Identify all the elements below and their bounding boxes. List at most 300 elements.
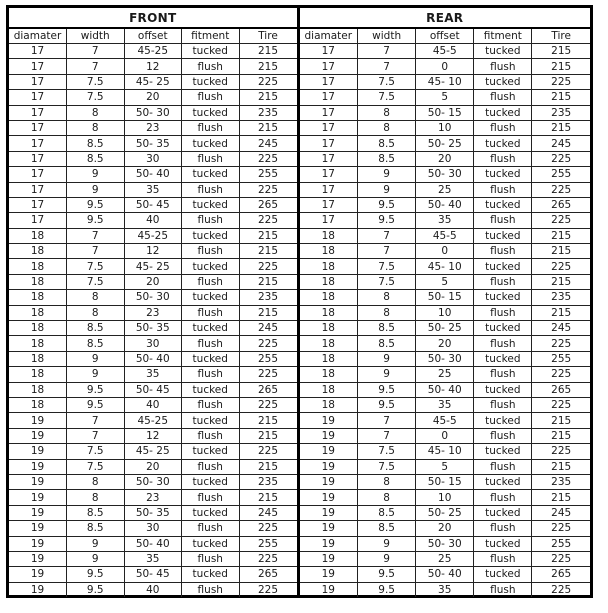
front-table-row [9,428,297,443]
rear-table-row [300,151,591,166]
width-cell: 9.5 [358,382,416,397]
diameter-cell: 18 [9,351,67,366]
rear-table-row [300,213,591,228]
fitment-cell: flush [182,551,240,566]
width-cell: 8 [67,290,125,305]
front-table-row [9,274,297,289]
width-cell: 8 [358,490,416,505]
offset-cell: 50- 40 [124,167,182,182]
rear-table-row [300,90,591,105]
front-table-row [9,351,297,366]
fitment-cell: tucked [182,290,240,305]
width-cell: 9 [67,182,125,197]
diameter-cell: 18 [9,228,67,243]
width-cell: 8.5 [67,136,125,151]
fitment-cell: tucked [182,567,240,582]
fitment-cell: flush [474,397,532,412]
front-table-row [9,413,297,428]
offset-cell: 30 [124,521,182,536]
offset-cell: 45-25 [124,413,182,428]
width-cell: 9.5 [67,382,125,397]
diameter-cell: 19 [9,474,67,489]
offset-cell: 45- 25 [124,444,182,459]
tire-cell: 245 [532,136,590,151]
tire-cell: 265 [239,382,297,397]
tire-cell: 215 [532,413,590,428]
diameter-cell: 17 [300,197,358,212]
width-cell: 9.5 [358,213,416,228]
offset-cell: 5 [416,274,474,289]
diameter-cell: 18 [9,244,67,259]
width-cell: 9 [67,351,125,366]
diameter-cell: 19 [9,413,67,428]
width-cell: 9.5 [67,213,125,228]
offset-cell: 0 [416,59,474,74]
rear-table-row [300,444,591,459]
front-table-row [9,290,297,305]
diameter-cell: 18 [300,397,358,412]
fitment-cell: flush [474,428,532,443]
front-table-row [9,336,297,351]
front-table-row [9,444,297,459]
offset-cell: 45- 10 [416,74,474,89]
width-cell: 9 [358,167,416,182]
offset-cell: 50- 40 [416,567,474,582]
front-table-row [9,397,297,412]
offset-cell: 50- 35 [124,321,182,336]
fitment-cell: flush [182,120,240,135]
width-cell: 8.5 [358,321,416,336]
tire-cell: 255 [532,351,590,366]
fitment-cell: tucked [474,167,532,182]
front-table-row [9,120,297,135]
tire-cell: 255 [239,167,297,182]
fitment-cell: flush [182,90,240,105]
offset-cell: 50- 35 [124,505,182,520]
rear-table-row [300,321,591,336]
width-cell: 8.5 [358,521,416,536]
diameter-cell: 19 [9,490,67,505]
tire-cell: 215 [532,459,590,474]
rear-table-row [300,59,591,74]
tire-cell: 265 [532,567,590,582]
offset-cell: 50- 30 [416,351,474,366]
offset-cell: 10 [416,120,474,135]
tire-cell: 255 [532,167,590,182]
width-cell: 8.5 [358,151,416,166]
tire-cell: 235 [239,105,297,120]
diameter-cell: 19 [9,459,67,474]
tire-cell: 225 [239,151,297,166]
width-cell: 9 [358,367,416,382]
width-cell: 7 [358,228,416,243]
tire-cell: 235 [532,105,590,120]
tire-cell: 225 [239,367,297,382]
fitment-cell: flush [474,336,532,351]
tire-cell: 215 [532,120,590,135]
diameter-cell: 19 [300,459,358,474]
offset-cell: 40 [124,397,182,412]
tire-cell: 215 [239,490,297,505]
fitment-cell: tucked [474,74,532,89]
tire-cell: 225 [532,367,590,382]
tire-cell: 225 [532,551,590,566]
rear-table-row [300,228,591,243]
tire-cell: 215 [239,305,297,320]
offset-cell: 45-25 [124,44,182,59]
fitment-cell: flush [182,213,240,228]
rear-table-row [300,197,591,212]
offset-cell: 50- 30 [124,290,182,305]
width-cell: 8.5 [67,521,125,536]
tire-cell: 215 [532,305,590,320]
tire-cell: 265 [239,567,297,582]
column-header-fitment: fitment [182,28,240,44]
rear-table-row [300,351,591,366]
offset-cell: 35 [416,582,474,597]
diameter-cell: 18 [9,290,67,305]
offset-cell: 23 [124,120,182,135]
width-cell: 7.5 [67,74,125,89]
fitment-cell: flush [474,459,532,474]
tire-cell: 215 [532,228,590,243]
front-table-row [9,459,297,474]
rear-table-row [300,274,591,289]
rear-table-row [300,244,591,259]
fitment-cell: flush [474,367,532,382]
fitment-cell: flush [182,182,240,197]
rear-table-row [300,182,591,197]
tire-cell: 215 [532,90,590,105]
front-table-row [9,521,297,536]
diameter-cell: 17 [9,151,67,166]
front-title: FRONT [9,8,297,28]
tire-cell: 255 [239,536,297,551]
width-cell: 8 [67,305,125,320]
diameter-cell: 17 [9,44,67,59]
diameter-cell: 19 [300,428,358,443]
width-cell: 9.5 [358,582,416,597]
width-cell: 9.5 [67,567,125,582]
tire-cell: 225 [239,336,297,351]
offset-cell: 20 [124,90,182,105]
offset-cell: 45-25 [124,228,182,243]
diameter-cell: 19 [9,505,67,520]
diameter-cell: 17 [300,90,358,105]
fitment-cell: tucked [474,197,532,212]
offset-cell: 50- 40 [416,382,474,397]
front-table-row [9,244,297,259]
width-cell: 7.5 [358,74,416,89]
diameter-cell: 18 [300,259,358,274]
rear-table-row [300,44,591,59]
rear-table-row [300,459,591,474]
width-cell: 7 [358,44,416,59]
front-table-row [9,74,297,89]
fitment-cell: flush [182,244,240,259]
width-cell: 8 [67,105,125,120]
front-table-row [9,44,297,59]
offset-cell: 23 [124,305,182,320]
tire-cell: 225 [532,521,590,536]
offset-cell: 12 [124,244,182,259]
rear-table-row [300,567,591,582]
rear-table-row [300,490,591,505]
width-cell: 9 [67,551,125,566]
rear-header-row [300,28,591,44]
fitment-cell: tucked [474,105,532,120]
offset-cell: 50- 45 [124,197,182,212]
fitment-cell: tucked [182,321,240,336]
width-cell: 7 [67,59,125,74]
fitment-cell: flush [474,551,532,566]
diameter-cell: 17 [9,120,67,135]
width-cell: 9 [67,167,125,182]
front-table-row [9,367,297,382]
diameter-cell: 18 [300,336,358,351]
front-table-row [9,259,297,274]
offset-cell: 50- 25 [416,505,474,520]
offset-cell: 50- 25 [416,321,474,336]
fitment-cell: tucked [474,505,532,520]
offset-cell: 20 [416,151,474,166]
diameter-cell: 17 [9,167,67,182]
fitment-cell: tucked [474,44,532,59]
offset-cell: 50- 40 [416,197,474,212]
tire-cell: 215 [532,59,590,74]
width-cell: 7 [67,228,125,243]
width-cell: 9.5 [67,397,125,412]
front-table-row [9,213,297,228]
offset-cell: 20 [416,521,474,536]
tire-cell: 235 [239,474,297,489]
front-table-row [9,182,297,197]
diameter-cell: 18 [9,397,67,412]
front-table-row [9,228,297,243]
tire-cell: 225 [532,582,590,597]
fitment-cell: tucked [182,444,240,459]
front-table-row [9,167,297,182]
tire-cell: 265 [532,197,590,212]
offset-cell: 45-5 [416,228,474,243]
diameter-cell: 19 [300,582,358,597]
tire-cell: 215 [239,459,297,474]
diameter-cell: 18 [300,244,358,259]
tire-cell: 215 [239,228,297,243]
diameter-cell: 17 [300,213,358,228]
diameter-cell: 17 [9,213,67,228]
width-cell: 9 [358,182,416,197]
offset-cell: 50- 15 [416,105,474,120]
fitment-cell: flush [474,274,532,289]
offset-cell: 0 [416,244,474,259]
fitment-cell: tucked [182,74,240,89]
fitment-cell: flush [474,90,532,105]
tire-cell: 225 [532,74,590,89]
diameter-cell: 18 [9,382,67,397]
width-cell: 7 [67,44,125,59]
width-cell: 7 [67,428,125,443]
front-table-row [9,197,297,212]
front-table-row [9,90,297,105]
offset-cell: 25 [416,551,474,566]
offset-cell: 45- 25 [124,259,182,274]
offset-cell: 20 [124,274,182,289]
rear-table-row [300,521,591,536]
width-cell: 7.5 [67,444,125,459]
diameter-cell: 19 [300,536,358,551]
width-cell: 7.5 [67,90,125,105]
fitment-cell: tucked [182,413,240,428]
diameter-cell: 19 [300,567,358,582]
offset-cell: 40 [124,582,182,597]
tire-cell: 225 [239,444,297,459]
offset-cell: 30 [124,151,182,166]
width-cell: 7.5 [67,274,125,289]
fitment-cell: tucked [474,228,532,243]
width-cell: 7 [67,413,125,428]
width-cell: 8.5 [67,336,125,351]
fitment-cell: flush [182,151,240,166]
tire-cell: 215 [532,490,590,505]
width-cell: 8.5 [358,136,416,151]
fitment-cell: flush [182,459,240,474]
tire-cell: 225 [532,213,590,228]
diameter-cell: 18 [300,228,358,243]
fitment-cell: tucked [182,197,240,212]
rear-table-row [300,397,591,412]
fitment-cell: flush [182,367,240,382]
diameter-cell: 17 [300,182,358,197]
fitment-cell: tucked [474,351,532,366]
offset-cell: 20 [416,336,474,351]
tire-cell: 225 [239,259,297,274]
tire-cell: 225 [532,151,590,166]
width-cell: 7.5 [358,444,416,459]
width-cell: 7.5 [358,90,416,105]
tire-cell: 225 [532,182,590,197]
fitment-cell: tucked [474,567,532,582]
offset-cell: 50- 40 [124,536,182,551]
width-cell: 7 [358,428,416,443]
tire-cell: 225 [239,182,297,197]
offset-cell: 12 [124,59,182,74]
rear-table-row [300,551,591,566]
fitment-cell: flush [474,582,532,597]
tire-cell: 225 [532,336,590,351]
width-cell: 8 [358,290,416,305]
tire-cell: 215 [532,274,590,289]
offset-cell: 50- 30 [416,536,474,551]
front-table-row [9,59,297,74]
diameter-cell: 19 [300,444,358,459]
diameter-cell: 17 [300,59,358,74]
fitment-cell: tucked [474,413,532,428]
front-table-row [9,536,297,551]
fitment-cell: flush [474,213,532,228]
offset-cell: 12 [124,428,182,443]
diameter-cell: 19 [300,505,358,520]
tire-cell: 215 [239,428,297,443]
tire-cell: 245 [239,505,297,520]
fitment-cell: flush [182,521,240,536]
front-section [9,8,300,595]
tire-cell: 255 [532,536,590,551]
tire-cell: 225 [239,397,297,412]
tire-cell: 215 [239,413,297,428]
front-table [9,8,297,597]
width-cell: 7 [358,59,416,74]
width-cell: 8.5 [67,151,125,166]
front-table-row [9,567,297,582]
column-header-tire: Tire [532,28,590,44]
fitment-cell: tucked [182,44,240,59]
offset-cell: 45- 10 [416,259,474,274]
diameter-cell: 17 [300,105,358,120]
front-table-row [9,382,297,397]
tire-cell: 245 [239,321,297,336]
fitment-cell: flush [474,244,532,259]
fitment-cell: flush [474,120,532,135]
tire-cell: 225 [239,213,297,228]
column-header-offset: offset [124,28,182,44]
rear-table-row [300,120,591,135]
fitment-cell: tucked [474,474,532,489]
width-cell: 9.5 [67,197,125,212]
width-cell: 7.5 [67,459,125,474]
fitment-cell: flush [474,490,532,505]
width-cell: 7 [358,413,416,428]
width-cell: 8 [358,305,416,320]
rear-table-row [300,428,591,443]
offset-cell: 50- 40 [124,351,182,366]
fitment-cell: flush [182,336,240,351]
offset-cell: 50- 30 [124,474,182,489]
width-cell: 8.5 [358,505,416,520]
column-header-diameter: diamater [9,28,67,44]
diameter-cell: 19 [9,536,67,551]
offset-cell: 40 [124,213,182,228]
tire-cell: 225 [239,551,297,566]
rear-table-row [300,259,591,274]
diameter-cell: 19 [300,551,358,566]
tire-cell: 225 [239,521,297,536]
front-table-row [9,505,297,520]
width-cell: 8 [358,474,416,489]
diameter-cell: 17 [300,44,358,59]
diameter-cell: 18 [300,290,358,305]
diameter-cell: 18 [300,367,358,382]
offset-cell: 50- 45 [124,382,182,397]
offset-cell: 5 [416,459,474,474]
diameter-cell: 17 [9,90,67,105]
tire-cell: 215 [239,244,297,259]
offset-cell: 30 [124,336,182,351]
fitment-cell: flush [474,305,532,320]
fitment-cell: tucked [474,136,532,151]
width-cell: 9.5 [358,567,416,582]
width-cell: 8 [67,120,125,135]
fitment-cell: flush [182,274,240,289]
fitment-cell: tucked [474,444,532,459]
column-header-fitment: fitment [474,28,532,44]
column-header-width: width [67,28,125,44]
diameter-cell: 19 [9,567,67,582]
rear-table-row [300,336,591,351]
width-cell: 7 [67,244,125,259]
tire-cell: 215 [532,428,590,443]
front-table-row [9,105,297,120]
